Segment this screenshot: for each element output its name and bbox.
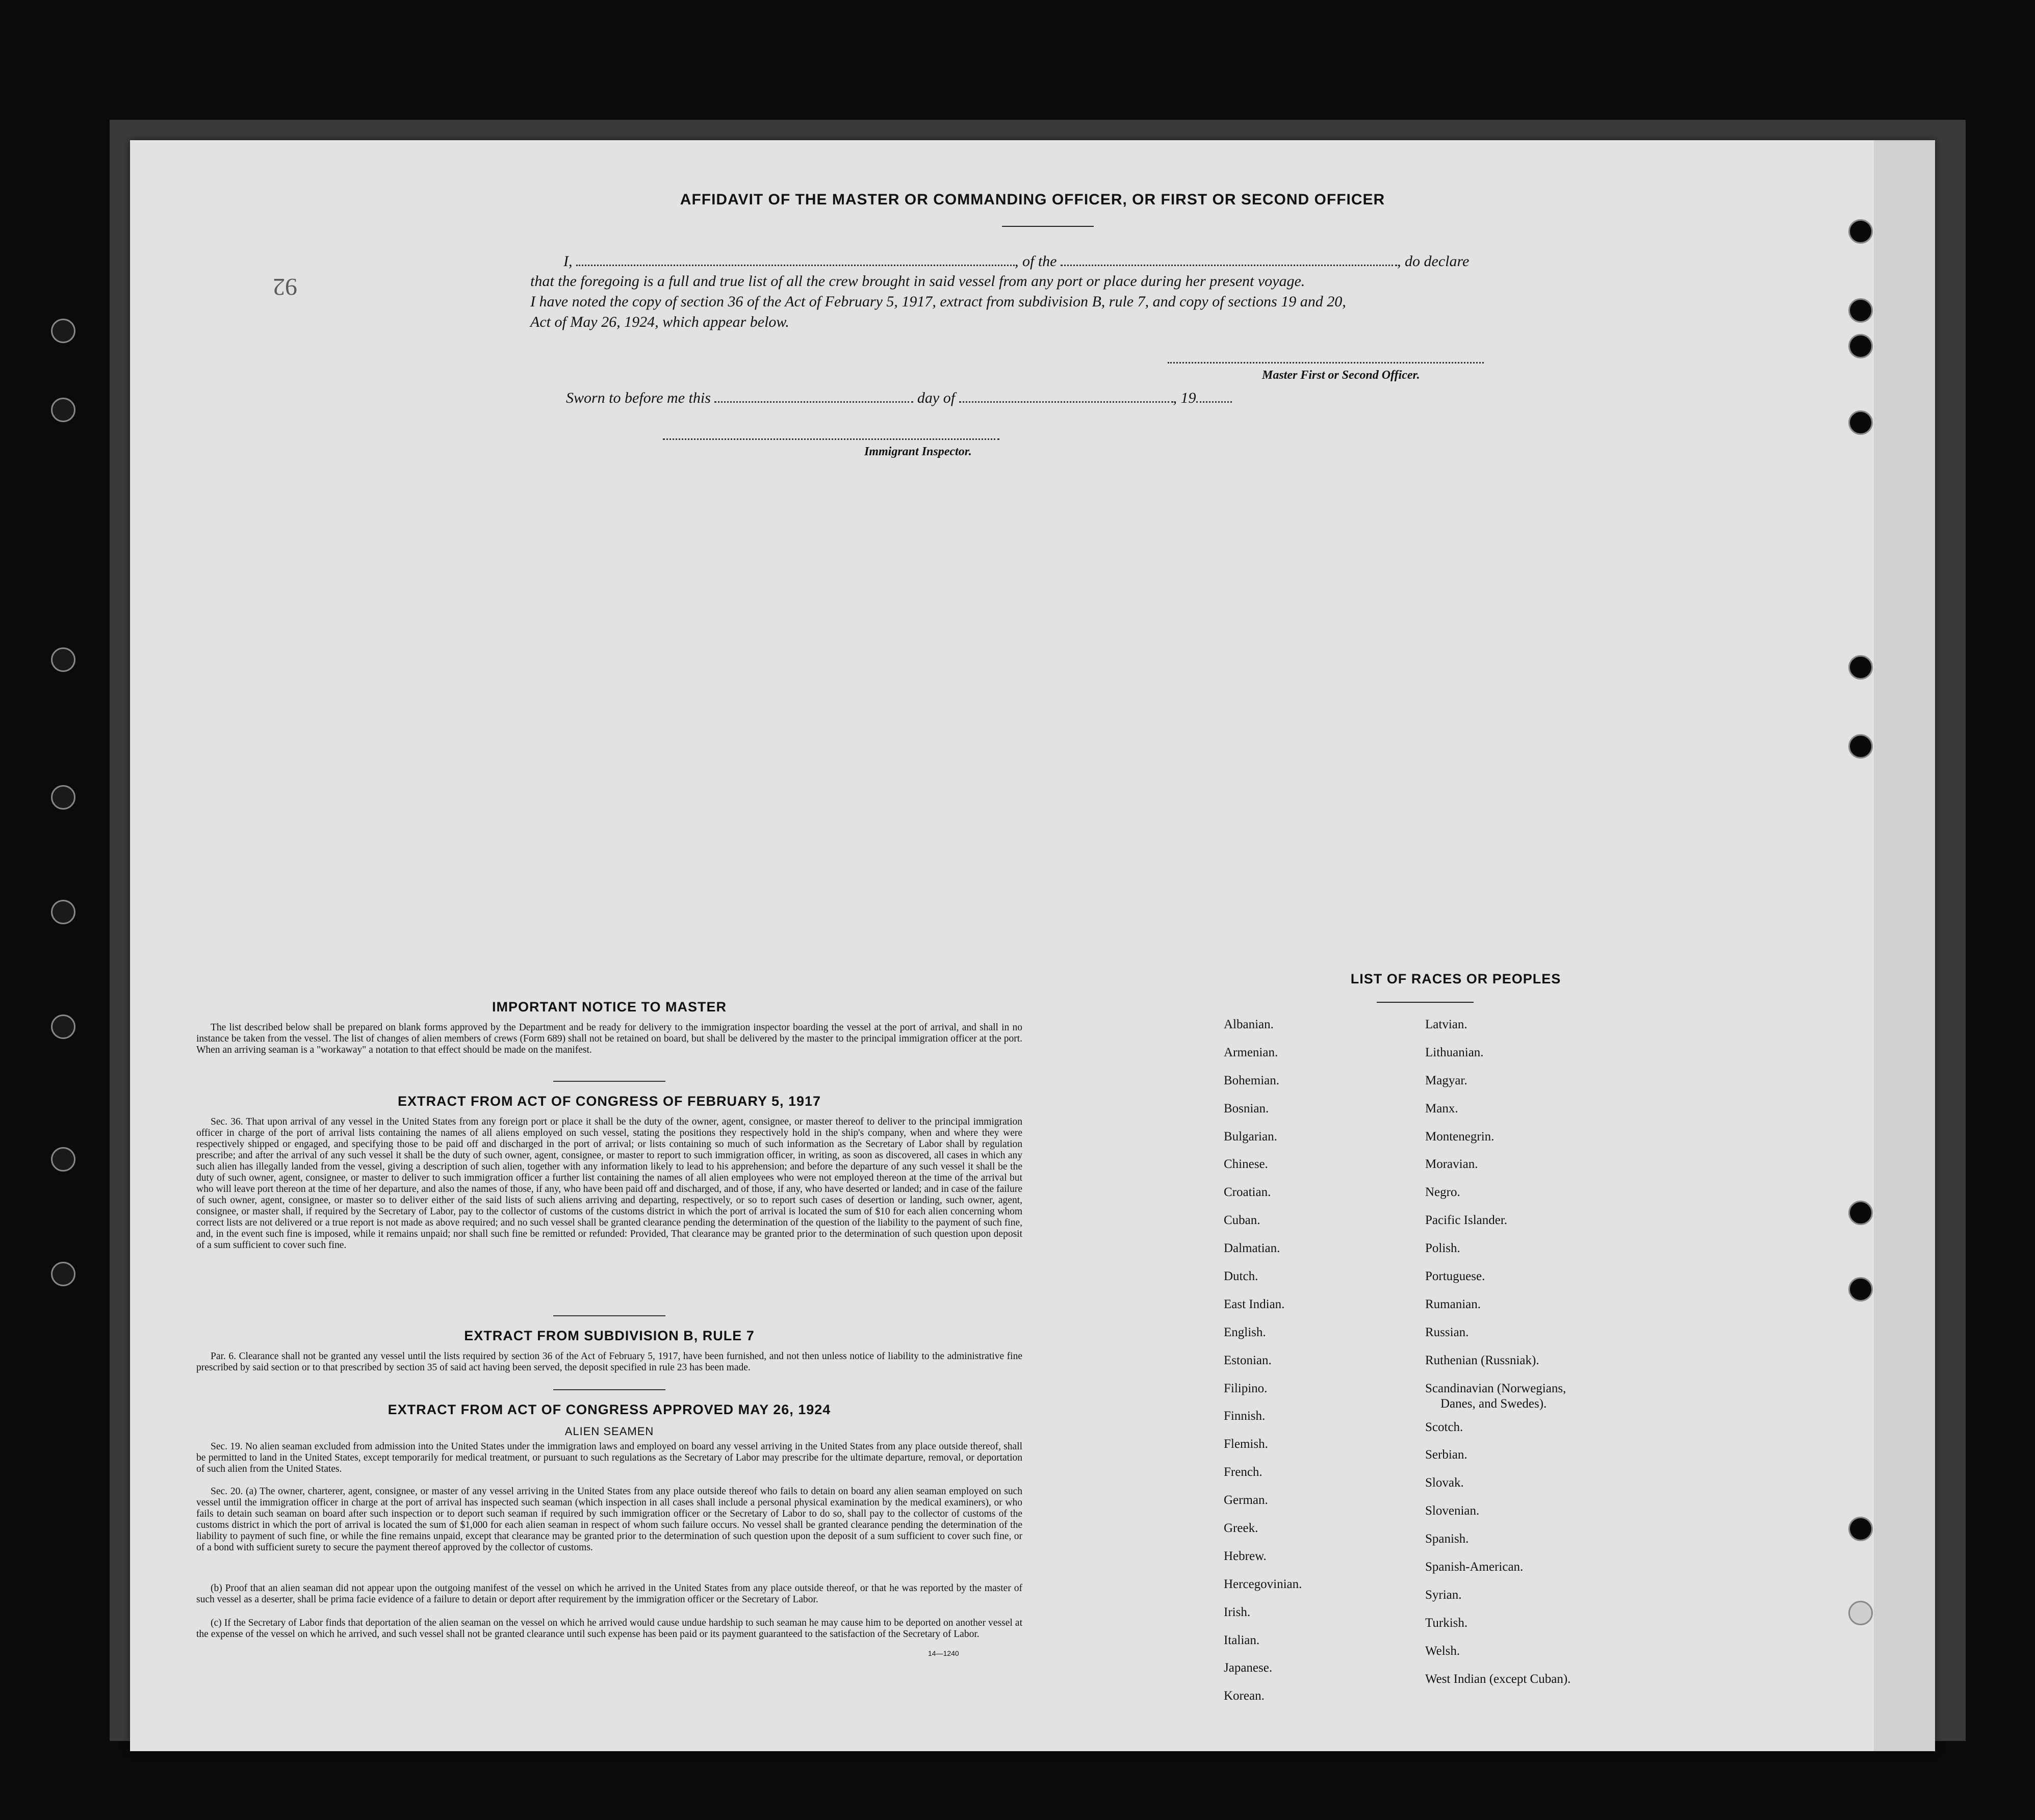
form-page [130, 140, 1935, 1751]
affidavit-line-2: that the foregoing is a full and true list of all the crew brought in said vessel from any port or place during her present voyage. [530, 273, 1305, 290]
act-1917-title: EXTRACT FROM ACT OF CONGRESS OF FEBRUARY 5, 1917 [397, 1094, 821, 1109]
race-item: English. [1224, 1325, 1266, 1339]
binding-hole [51, 1262, 75, 1286]
binding-hole [1848, 1601, 1873, 1625]
inspector-signature-label: Immigrant Inspector. [864, 445, 972, 458]
sworn-month-field[interactable] [959, 389, 1173, 403]
section-divider [553, 1389, 665, 1390]
race-item: Scotch. [1425, 1420, 1463, 1434]
race-item: Slovenian. [1425, 1504, 1480, 1518]
binding-hole [1848, 734, 1873, 759]
master-signature-label: Master First or Second Officer. [1262, 369, 1420, 382]
race-item: East Indian. [1224, 1297, 1285, 1311]
race-item: French. [1224, 1465, 1263, 1479]
race-item: Bohemian. [1224, 1073, 1280, 1087]
binding-hole [51, 647, 75, 672]
sworn-line [566, 389, 1232, 407]
race-item: West Indian (except Cuban). [1425, 1672, 1571, 1686]
sec-20c-text: (c) If the Secretary of Labor finds that deportation of the alien seaman on the vessel on which he arrived would cause undue hardship to such seaman he may cause him to be deported on another vessel at the expense of the vessel on which he arrived, and such vessel shall not be granted clearance until such expense has been paid or its payment guaranteed to the satisfaction of the Secretary of Labor. [196, 1618, 1022, 1640]
race-item: Armenian. [1224, 1045, 1278, 1059]
race-item: Montenegrin. [1425, 1129, 1495, 1143]
sec-19-text: Sec. 19. No alien seaman excluded from admission into the United States under the immigration laws and employed on board any vessel arriving in the United States from any place outside thereof, shall be permitted to land in the United States, except temporarily for medical treatment, or pursuant to such regulations as the Secretary of Labor may prescribe for the ultimate departure, removal, or deportation of such alien from the United States. [196, 1441, 1022, 1474]
races-title: LIST OF RACES OR PEOPLES [1350, 971, 1561, 986]
title-rule [1002, 226, 1094, 227]
race-item: Bulgarian. [1224, 1129, 1277, 1143]
race-item: Lithuanian. [1425, 1045, 1484, 1059]
binding-hole [1848, 1277, 1873, 1302]
affidavit-i: I, [563, 253, 573, 270]
race-item: Flemish. [1224, 1437, 1268, 1451]
race-item: Albanian. [1224, 1018, 1274, 1031]
race-item: Cuban. [1224, 1213, 1260, 1228]
binding-hole [51, 398, 75, 422]
binding-hole [1848, 655, 1873, 680]
race-item: Negro. [1425, 1185, 1460, 1200]
race-item: Chinese. [1224, 1157, 1268, 1172]
race-item: German. [1224, 1493, 1268, 1507]
race-item: Polish. [1425, 1241, 1460, 1256]
race-item: Italian. [1224, 1633, 1260, 1647]
race-item-scandinavian [1425, 1381, 1570, 1420]
race-item: Dalmatian. [1224, 1241, 1280, 1256]
race-item: Irish. [1224, 1605, 1251, 1619]
page-number: 92 [273, 273, 297, 300]
right-margin-strip [1874, 140, 1935, 1751]
binding-hole [51, 785, 75, 810]
race-item: Greek. [1224, 1521, 1258, 1536]
binding-hole [1848, 219, 1873, 244]
master-name-field[interactable] [576, 252, 1015, 266]
sworn-year-field[interactable] [1196, 389, 1232, 403]
section-divider [553, 1081, 665, 1082]
race-item: Ruthenian (Russniak). [1425, 1353, 1539, 1367]
race-item: Pacific Islander. [1425, 1213, 1508, 1228]
race-item: Croatian. [1224, 1185, 1271, 1200]
notice-text: The list described below shall be prepared on blank forms approved by the Department and be ready for delivery to the immigration inspector boarding the vessel at the port of arrival, and shall in no instance be taken from the vessel. The list of changes of alien members of crews (Form 689) shall not be retained on board, but shall be delivered by the master to the principal immigration officer at the port. When an arriving seaman is a "workaway" a notation to that effect should be made on the manifest. [196, 1022, 1022, 1055]
affidavit-line-3: I have noted the copy of section 36 of the Act of February 5, 1917, extract from subdivision B, rule 7, and copy of sections 19 and 20, [530, 293, 1346, 310]
affidavit-line-1 [563, 252, 1469, 270]
affidavit-do-declare: , do declare [1397, 253, 1470, 270]
race-item: Estonian. [1224, 1353, 1272, 1367]
binding-hole [51, 900, 75, 924]
sec-20b-text: (b) Proof that an alien seaman did not appear upon the outgoing manifest of the vessel on which he arrived in the United States from any place outside thereof, or that he was reported by the master of such vessel as a deserter, shall be prima facie evidence of a failure to detain or deport after requirement by the immigration officer or the Secretary of Labor. [196, 1583, 1022, 1605]
binding-hole [1848, 334, 1873, 358]
race-item: Hercegovinian. [1224, 1577, 1302, 1591]
race-item: Spanish. [1425, 1532, 1469, 1546]
binding-hole [1848, 1517, 1873, 1541]
binding-hole [51, 1147, 75, 1172]
sworn-prefix: Sworn to before me this [566, 389, 711, 406]
rule-7-text: Par. 6. Clearance shall not be granted any vessel until the lists required by section 36 of the Act of February 5, 1917, have been furnished, and not then unless notice of liability to the administrative fine prescribed by said section or to that prescribed by section 35 of said act having been served, the deposit specified in rule 23 has been made. [196, 1351, 1022, 1373]
act-1917-text: Sec. 36. That upon arrival of any vessel in the United States from any foreign port or place it shall be the duty of the owner, agent, consignee, or master thereof to deliver to the principal immigration officer in charge of the port of arrival lists containing the names of all aliens employed on such vessel, stating the positions they respectively hold in the ship's company, when and where they were respectively shipped or engaged, and specifying those to be paid off and discharged in the port of arrival; or lists containing so much of such information as the Secretary of Labor shall by regulation prescribe; and after the arrival of any such vessel it shall be the duty of such owner, agent, consignee, or master to report to such immigration officer, in writing, as soon as discovered, all cases in which any such alien has illegally landed from the vessel, giving a description of such alien, together with any information likely to lead to his apprehension; and before the departure of any such vessel it shall be the duty of such owner, agent, consignee, or master to deliver to such immigration officer a further list containing the names of all alien employees who were not employed thereon at the time of the arrival but who will leave port thereon at the time of her departure, and also the names of those, if any, who have been paid off and discharged, and of those, if any, who have deserted or landed; and in case of the failure of such owner, agent, consignee, or master so to deliver either of the said lists of such aliens arriving and departing, respectively, or so to report such cases of desertion or landing, such owner, agent, consignee, or master shall, if required by the Secretary of Labor, pay to the collector of customs of the customs district in which the port of arrival is located the sum of $10 for each alien concerning whom correct lists are not delivered or a true report is not made as above required; and no such vessel shall be granted clearance pending the determination of the question of the liability to the payment of such fine, and, in the event such fine is imposed, while it remains unpaid; nor shall such fine be remitted or refunded: Provided, That clearance may be granted prior to the determination of such question upon deposit of a sum sufficient to cover such fine. [196, 1116, 1022, 1251]
binding-hole [51, 1015, 75, 1039]
sworn-day-of: day of [917, 389, 956, 406]
race-item: Portuguese. [1425, 1269, 1485, 1284]
race-item-line: Danes, and Swedes). [1440, 1396, 1547, 1411]
binding-hole [1848, 298, 1873, 323]
affidavit-title: AFFIDAVIT OF THE MASTER OR COMMANDING OFFICER, OR FIRST OR SECOND OFFICER [680, 191, 1385, 208]
races-list-right [1425, 1017, 1570, 1699]
race-item: Slovak. [1425, 1476, 1464, 1490]
race-item: Hebrew. [1224, 1549, 1267, 1563]
race-item: Rumanian. [1425, 1297, 1481, 1311]
race-item: Syrian. [1425, 1588, 1462, 1602]
inspector-signature-line[interactable] [663, 438, 999, 440]
race-item: Latvian. [1425, 1018, 1467, 1031]
affidavit-of-the: , of the [1015, 253, 1057, 270]
race-item: Bosnian. [1224, 1101, 1269, 1115]
race-item: Spanish-American. [1425, 1560, 1524, 1574]
sworn-day-field[interactable] [714, 389, 913, 403]
act-1924-title: EXTRACT FROM ACT OF CONGRESS APPROVED MAY 26, 1924 [388, 1402, 831, 1417]
race-item: Welsh. [1425, 1644, 1460, 1658]
affidavit-line-4: Act of May 26, 1924, which appear below. [530, 314, 789, 330]
rule-7-title: EXTRACT FROM SUBDIVISION B, RULE 7 [464, 1328, 755, 1343]
sworn-year: , 19 [1173, 389, 1196, 406]
race-item: Serbian. [1425, 1448, 1467, 1462]
binding-hole [1848, 1201, 1873, 1225]
race-item: Russian. [1425, 1325, 1469, 1339]
section-divider [553, 1315, 665, 1316]
race-item: Manx. [1425, 1101, 1458, 1115]
race-item: Filipino. [1224, 1381, 1268, 1395]
binding-hole [51, 319, 75, 343]
alien-seamen-subtitle: ALIEN SEAMEN [564, 1425, 654, 1438]
race-item: Magyar. [1425, 1073, 1467, 1087]
race-item: Dutch. [1224, 1269, 1258, 1284]
race-item: Turkish. [1425, 1616, 1468, 1630]
race-item: Finnish. [1224, 1409, 1266, 1423]
vessel-name-field[interactable] [1061, 252, 1397, 266]
race-item: Korean. [1224, 1689, 1265, 1703]
race-item: Japanese. [1224, 1661, 1273, 1675]
races-list-left [1224, 1017, 1302, 1717]
form-code: 14—1240 [928, 1649, 959, 1657]
title-rule [1377, 1002, 1474, 1003]
binding-hole [1848, 410, 1873, 435]
race-item-line: Scandinavian (Norwegians, [1425, 1381, 1566, 1395]
sec-20a-text: Sec. 20. (a) The owner, charterer, agent, consignee, or master of any vessel arriving in the United States from any place outside thereof who fails to detain on board any alien seaman employed on such vessel until the immigration officer in charge at the port of arrival has inspected such seaman (which inspection in all cases shall include a personal physical examination by the medical examiners), or who fails to detain such seaman on board after such inspection or to deport such seaman if required by such immigration officer or the Secretary of Labor to do so, shall pay to the collector of customs of the customs district in which the port of arrival is located the sum of $1,000 for each alien seaman in respect of whom such failure occurs. No vessel shall be granted clearance pending the determination of the liability to payment of such fine, or while the fine remains unpaid, except that clearance may be granted prior to the determination of such question upon the deposit of a sum sufficient to cover such fine, or of a bond with sufficient surety to secure the payment thereof approved by the collector of customs. [196, 1486, 1022, 1553]
race-item: Moravian. [1425, 1157, 1478, 1172]
master-signature-line[interactable] [1168, 362, 1484, 363]
notice-title: IMPORTANT NOTICE TO MASTER [492, 999, 727, 1015]
